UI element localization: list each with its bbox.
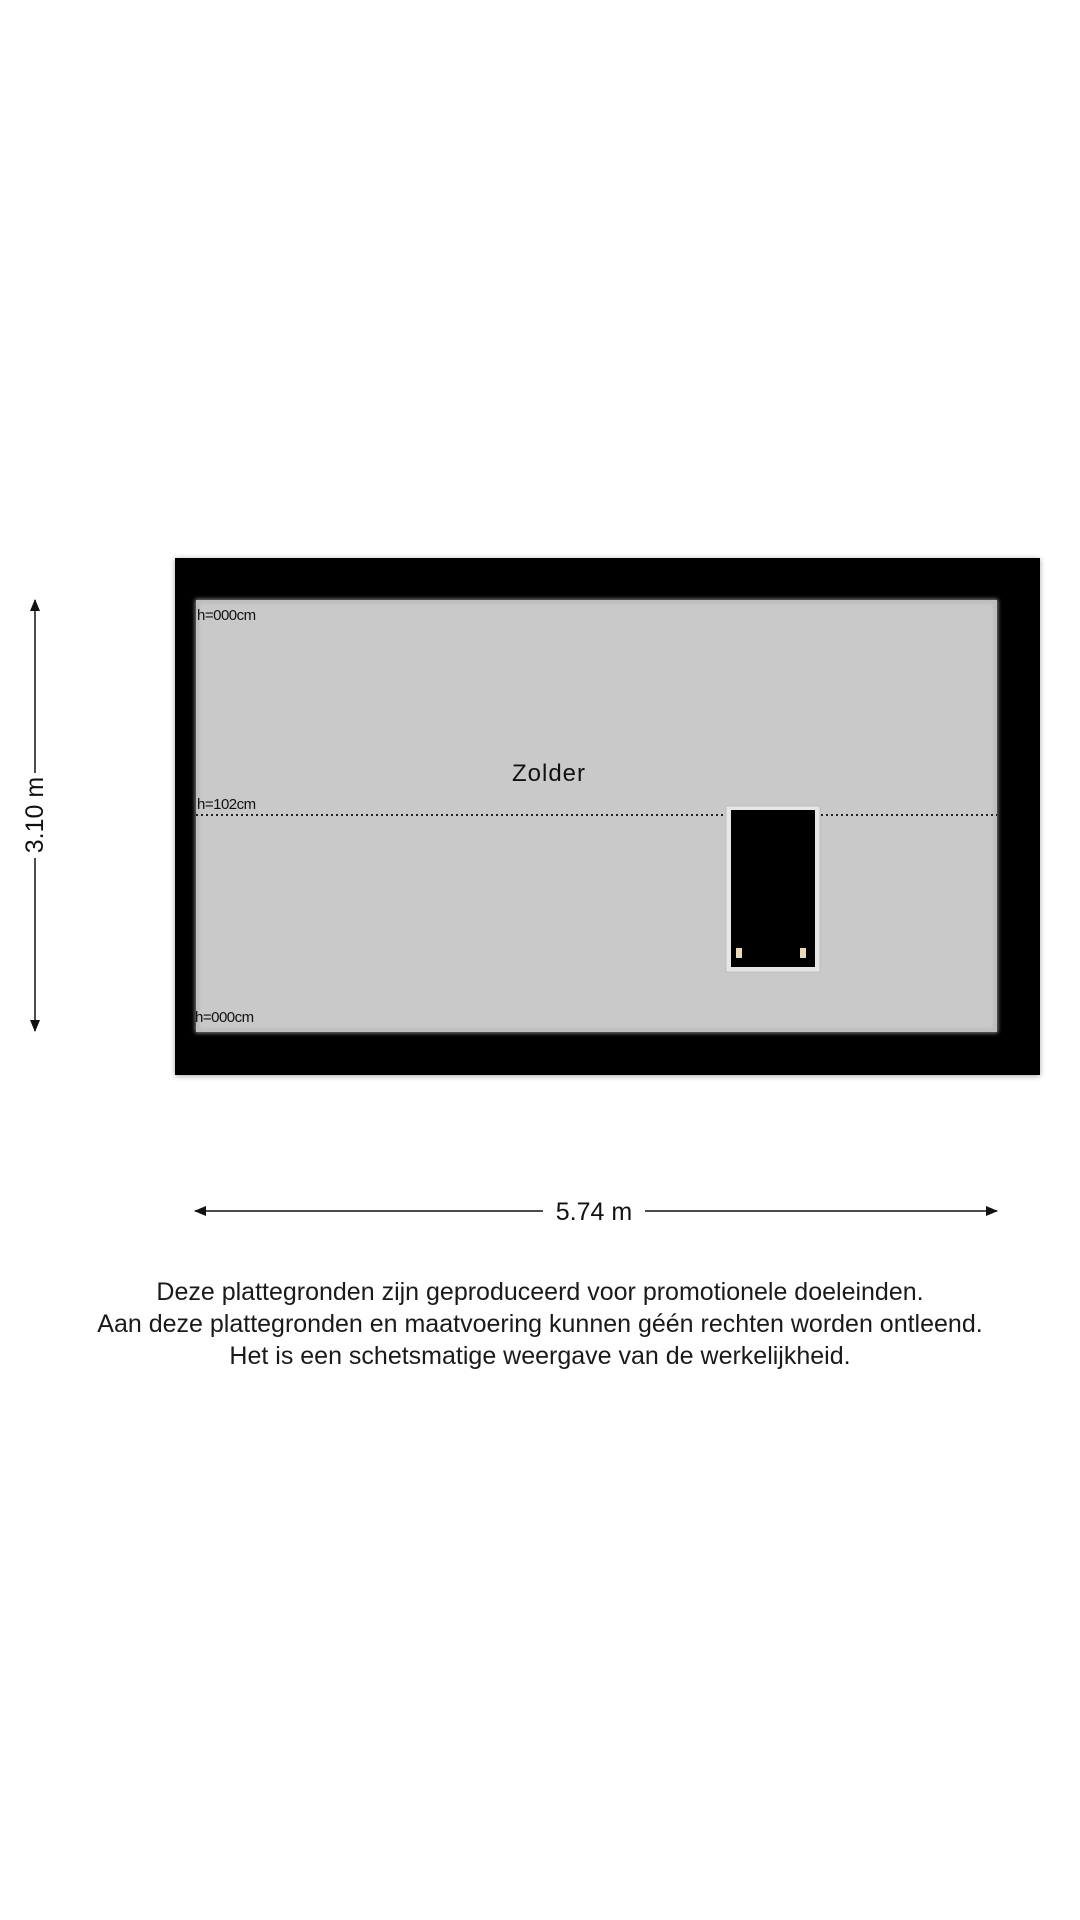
height-label-top: h=000cm <box>197 607 256 624</box>
dimension-label-width: 5.74 m <box>555 1198 633 1226</box>
disclaimer-line-3: Het is een schetsmatige weergave van de werkelijkheid. <box>229 1342 851 1370</box>
height-label-middle: h=102cm <box>197 796 256 813</box>
height-label-bottom: h=000cm <box>195 1009 254 1026</box>
room-label: Zolder <box>511 760 587 787</box>
disclaimer-line-1: Deze plattegronden zijn geproduceerd voor promotionele doeleinden. <box>156 1278 924 1306</box>
disclaimer <box>0 1276 1080 1372</box>
roof-hatch-hinge-right <box>800 948 806 958</box>
roof-hatch <box>731 810 815 967</box>
disclaimer-line-2: Aan deze plattegronden en maatvoering kunnen géén rechten worden ontleend. <box>97 1310 983 1338</box>
dimension-label-height: 3.10 m <box>21 776 49 854</box>
roof-hatch-hinge-left <box>736 948 742 958</box>
